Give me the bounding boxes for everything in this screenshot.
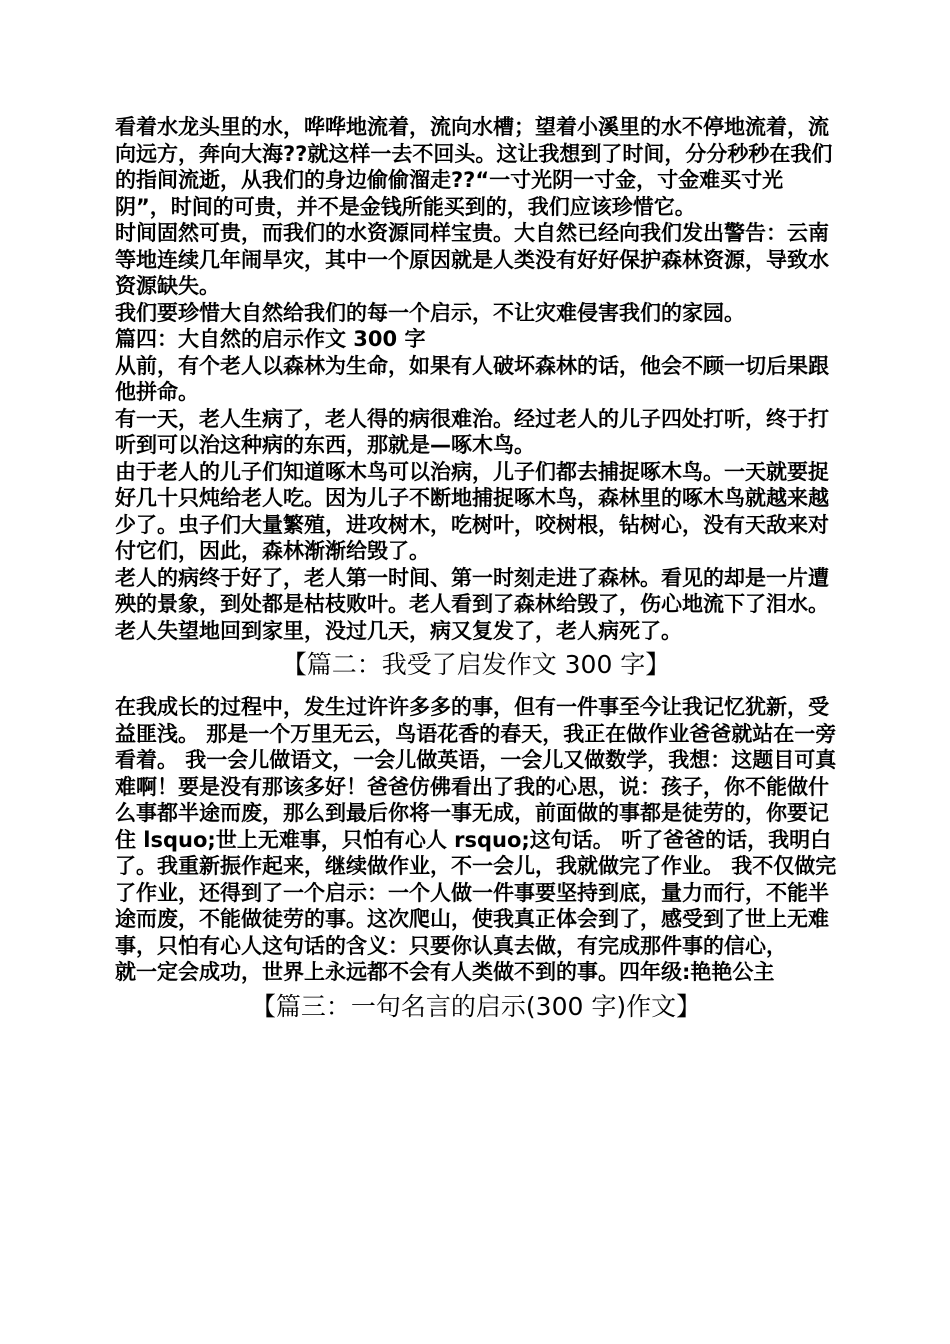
- paragraph: 时间固然可贵，而我们的水资源同样宝贵。大自然已经向我们发出警告：云南等地连续几年闹旱灾，其中一个原因就是人类没有好好保护森林资源，导致水资源缺失。: [115, 221, 829, 298]
- section-heading: 【篇二：我受了启发作文 300 字】: [281, 650, 671, 679]
- section-heading: 【篇三：一句名言的启示(300 字)作文】: [250, 991, 702, 1021]
- section-title: 篇四：大自然的启示作文 300 字: [115, 327, 426, 351]
- paragraph: 由于老人的儿子们知道啄木鸟可以治病，儿子们都去捕捉啄木鸟。一天就要捉好几十只炖给老人吃。因为儿子不断地捕捉啄木鸟，森林里的啄木鸟就越来越少了。虫子们大量繁殖，进攻树木，吃树叶，咬树根，钻树心，没有天敌来对付它们，因此，森林渐渐给毁了。: [115, 459, 829, 563]
- paragraph: 老人的病终于好了，老人第一时间、第一时刻走进了森林。看见的却是一片遭殃的景象，到处都是枯枝败叶。老人看到了森林给毁了，伤心地流下了泪水。老人失望地回到家里，没过几天，病又复发了，老人病死了。: [115, 565, 829, 643]
- document-page: [115, 114, 837, 1024]
- paragraph: 看着水龙头里的水，哗哗地流着，流向水槽；望着小溪里的水不停地流着，流向远方，奔向大海??就这样一去不回头。这让我想到了时间，分分秒秒在我们的指间流逝，从我们的身边偷偷溜走??“一寸光阴一寸金，寸金难买寸光阴”，时间的可贵，并不是金钱所能买到的，我们应该珍惜它。: [115, 115, 833, 219]
- paragraph: 我们要珍惜大自然给我们的每一个启示，不让灾难侵害我们的家园。: [115, 300, 745, 325]
- paragraph: 从前，有个老人以森林为生命，如果有人破坏森林的话，他会不顾一切后果跟他拼命。: [115, 353, 829, 404]
- paragraph: 在我成长的过程中，发生过许许多多的事，但有一件事至今让我记忆犹新，受益匪浅。 那是一个万里无云，鸟语花香的春天，我正在做作业爸爸就站在一旁看着。 我一会儿做语文，一会儿做英语，一会儿又做数学，我想：这题目可真难啊！要是没有那该多好！爸爸仿佛看出了我的心思，说：孩子，你不能做什么事都半途而废，那么到最后你将一事无成，前面做的事都是徒劳的，你要记住 lsquo;世上无难事，只怕有心人 rsquo;这句话。 听了爸爸的话，我明白了。我重新振作起来，继续做作业，不一会儿，我就做完了作业。 我不仅做完了作业，还得到了一个启示：一个人做一件事要坚持到底，量力而行，不能半途而废，不能做徒劳的事。这次爬山，使我真正体会到了，感受到了世上无难事，只怕有心人这句话的含义：只要你认真去做，有完成那件事的信心，: [115, 695, 837, 958]
- paragraph: 就一定会成功，世界上永远都不会有人类做不到的事。四年级:艳艳公主: [115, 960, 775, 984]
- paragraph: 有一天，老人生病了，老人得的病很难治。经过老人的儿子四处打听，终于打听到可以治这种病的东西，那就是—啄木鸟。: [115, 406, 829, 457]
